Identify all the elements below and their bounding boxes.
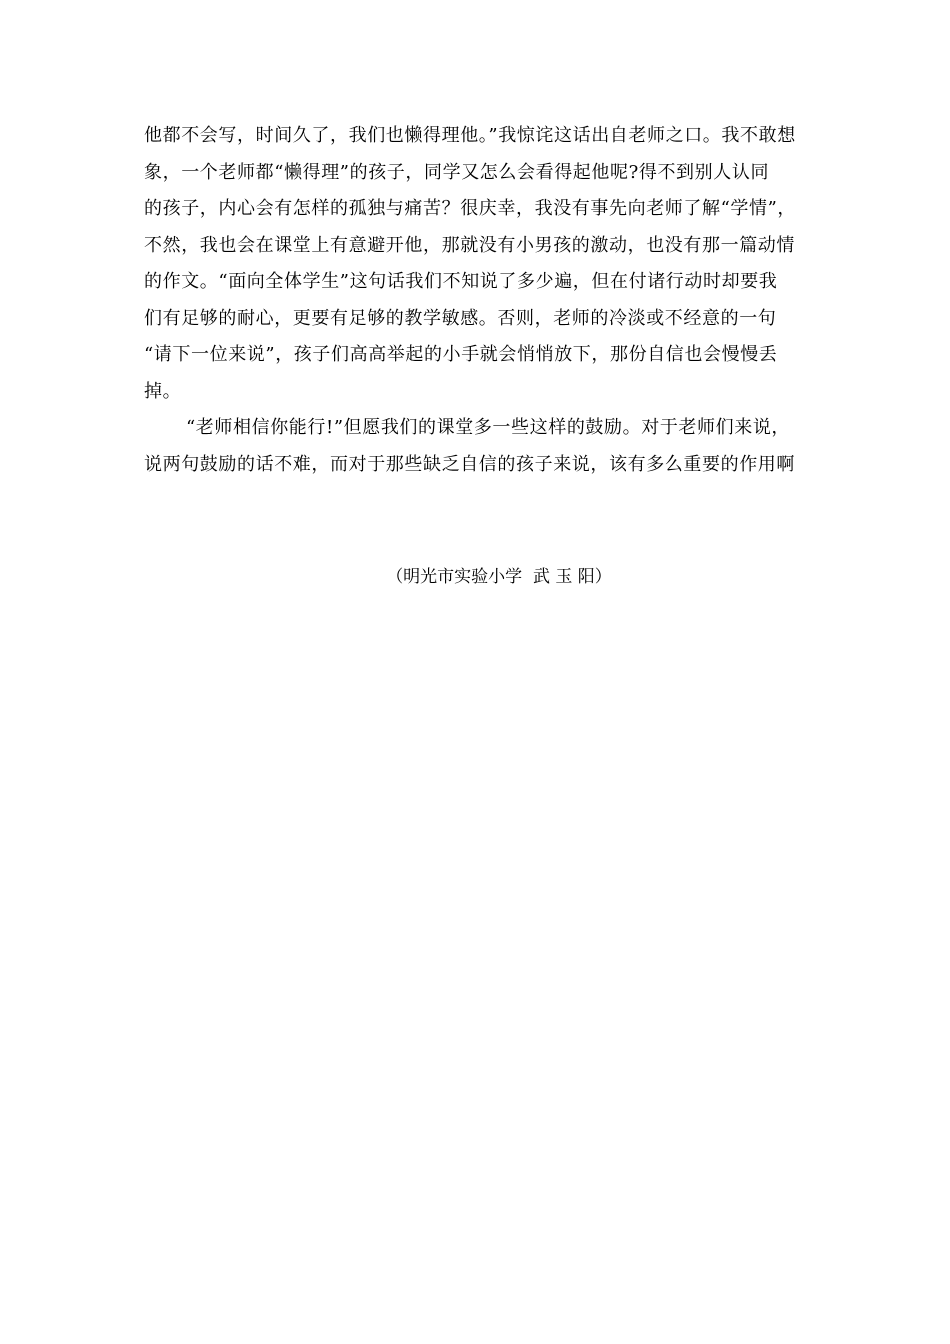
paragraph-start-line: “老师相信你能行!”但愿我们的课堂多一些这样的鼓励。对于老师们来说， (186, 417, 791, 438)
text-line: 的孩子，内心会有怎样的孤独与痛苦？很庆幸，我没有事先向老师了解“学情”， (144, 198, 797, 219)
text-line: 象，一个老师都“懒得理”的孩子，同学又怎么会看得起他呢?得不到别人认同 (144, 161, 770, 183)
text-line: 掉。 (144, 380, 182, 402)
text-line: 们有足够的耐心，更要有足够的教学敏感。否则，老师的冷淡或不经意的一句 (144, 307, 777, 329)
article-body (144, 118, 810, 483)
text-line: 不然，我也会在课堂上有意避开他，那就没有小男孩的激动，也没有那一篇动情 (144, 234, 795, 256)
text-line: 他都不会写，时间久了，我们也懒得理他。”我惊诧这话出自老师之口。我不敢想 (144, 125, 796, 146)
text-line: 说两句鼓励的话不难，而对于那些缺乏自信的孩子来说，该有多么重要的作用啊 (144, 453, 795, 475)
author-signature: （明光市实验小学 武 玉 阳） (386, 567, 612, 587)
text-line: 的作文。“面向全体学生”这句话我们不知说了多少遍，但在付诸行动时却要我 (144, 271, 778, 292)
text-line: “请下一位来说”，孩子们高高举起的小手就会悄悄放下，那份自信也会慢慢丢 (144, 344, 778, 365)
